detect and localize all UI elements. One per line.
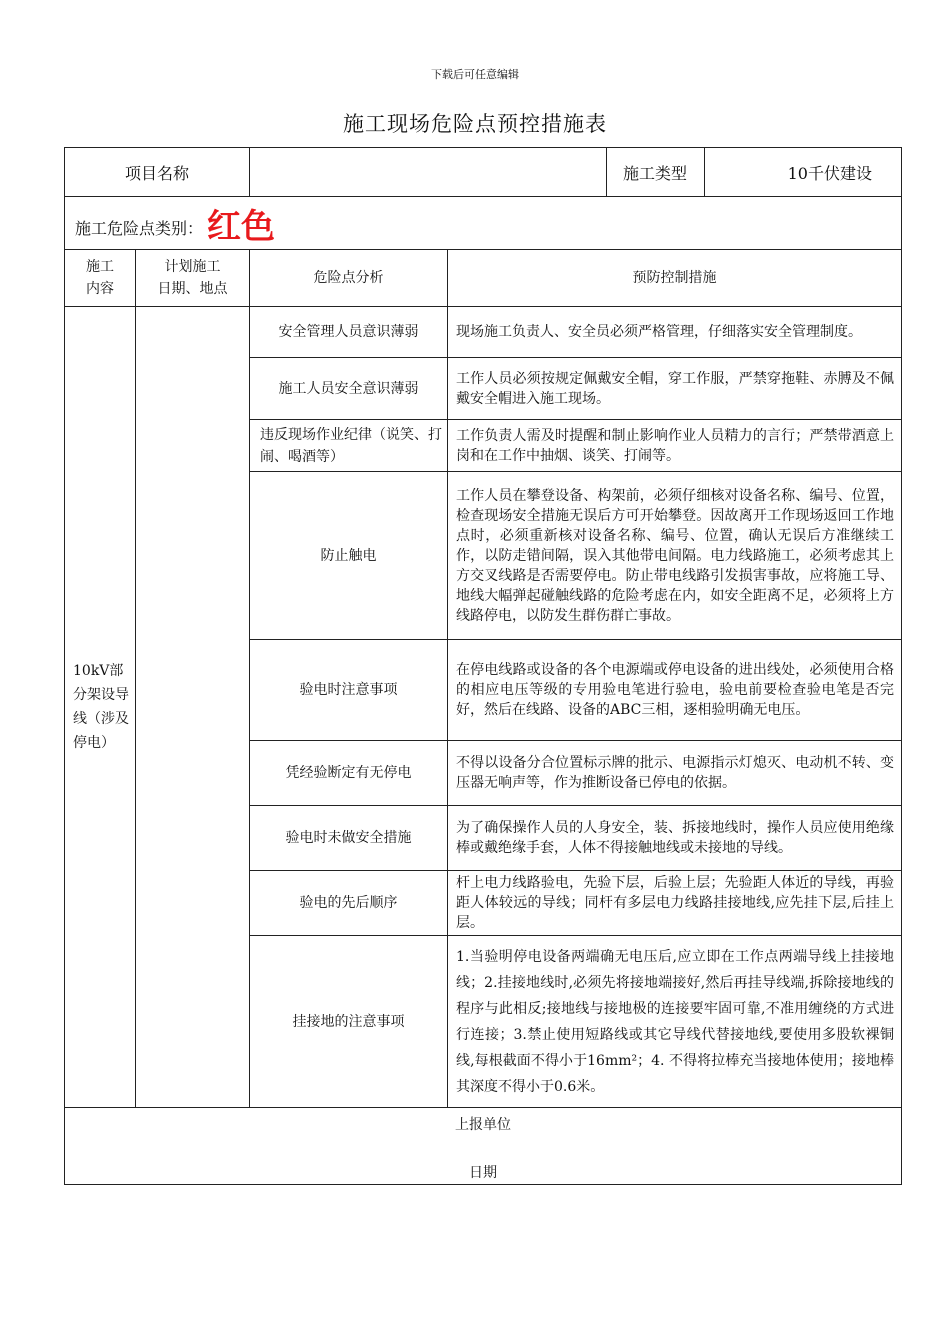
date-label: 日期 xyxy=(469,1165,497,1181)
measure-cell: 不得以设备分合位置标示牌的批示、电源指示灯熄灭、电动机不转、变压器无响声等，作为推断设备已停电的依据。 xyxy=(448,741,902,806)
footer-cell xyxy=(65,1108,902,1185)
measure-cell: 现场施工负责人、安全员必须严格管理，仔细落实安全管理制度。 xyxy=(448,307,902,358)
measure-cell: 工作人员在攀登设备、构架前，必须仔细核对设备名称、编号、位置，检查现场安全措施无误后方可开始攀登。因故离开工作现场返回工作地点时，必须重新核对设备名称、编号、位置，确认无误后方准继续工作，以防走错间隔，误入其他带电间隔。电力线路施工，必须考虑其上方交叉线路是否需要停电。防止带电线路引发损害事故，应将施工导、地线大幅弹起碰触线路的危险考虑在内，如安全距离不足，必须将上方线路停电，以防发生群伤群亡事故。 xyxy=(448,472,902,640)
danger-cell: 违反现场作业纪律（说笑、打闹、喝酒等） xyxy=(250,420,448,472)
construction-type-value: 10千伏建设 xyxy=(787,163,872,183)
danger-cell: 防止触电 xyxy=(250,472,448,640)
danger-cell: 验电的先后顺序 xyxy=(250,871,448,936)
col-header-measures: 预防控制措施 xyxy=(448,250,902,307)
plan-date-location-cell xyxy=(136,307,250,1108)
project-name-label: 项目名称 xyxy=(65,148,250,197)
category-cell xyxy=(65,197,902,250)
category-label: 施工危险点类别： xyxy=(75,218,204,238)
danger-cell: 挂接地的注意事项 xyxy=(250,936,448,1108)
measure-cell: 工作负责人需及时提醒和制止影响作业人员精力的言行；严禁带酒意上岗和在工作中抽烟、谈笑、打闹等。 xyxy=(448,420,902,472)
document-title: 施工现场危险点预控措施表 xyxy=(343,112,607,136)
construction-content-cell: 10kV部分架设导线（涉及停电） xyxy=(65,307,136,1108)
category-value: 红色 xyxy=(207,206,276,247)
measure-cell: 杆上电力线路验电，先验下层，后验上层；先验距人体近的导线，再验距人体较远的导线；同杆有多层电力线路挂接地线,应先挂下层,后挂上层。 xyxy=(448,871,902,936)
danger-cell: 安全管理人员意识薄弱 xyxy=(250,307,448,358)
category-row xyxy=(65,197,902,250)
project-name-value xyxy=(250,148,606,196)
measure-cell: 工作人员必须按规定佩戴安全帽，穿工作服，严禁穿拖鞋、赤膊及不佩戴安全帽进入施工现场。 xyxy=(448,358,902,420)
header-note: 下载后可任意编辑 xyxy=(431,68,519,81)
danger-cell: 验电时注意事项 xyxy=(250,640,448,741)
col-header-analysis: 危险点分析 xyxy=(250,250,448,307)
footer-row xyxy=(65,1108,902,1185)
project-info-right xyxy=(250,148,902,197)
table-row xyxy=(65,307,902,358)
col-header-plan: 计划施工 日期、地点 xyxy=(136,250,250,307)
measure-cell: 为了确保操作人员的人身安全，装、拆接地线时，操作人员应使用绝缘棒或戴绝缘手套，人体不得接触地线或未接地的导线。 xyxy=(448,806,902,871)
measure-cell: 1.当验明停电设备两端确无电压后,应立即在工作点两端导线上挂接地线；2.挂接地线时,必须先将接地端接好,然后再挂导线端,拆除接地线的程序与此相反;接地线与接地极的连接要牢固可靠,不准用缠绕的方式进行连接；3.禁止使用短路线或其它导线代替接地线,要使用多股软裸铜线,每根截面不得小于16mm²；4. 不得将拉棒充当接地体使用；接地棒其深度不得小于0.6米。 xyxy=(448,936,902,1108)
col-header-content: 施工 内容 xyxy=(65,250,136,307)
danger-cell: 验电时未做安全措施 xyxy=(250,806,448,871)
project-info-row xyxy=(65,148,902,197)
measure-cell: 在停电线路或设备的各个电源端或停电设备的进出线处，必须使用合格的相应电压等级的专用验电笔进行验电，验电前要检查验电笔是否完好，然后在线路、设备的ABC三相，逐相验明确无电压。 xyxy=(448,640,902,741)
danger-cell: 凭经验断定有无停电 xyxy=(250,741,448,806)
report-unit-label: 上报单位 xyxy=(455,1117,511,1133)
column-header-row xyxy=(65,250,902,307)
construction-type-label: 施工类型 xyxy=(606,148,704,196)
danger-cell: 施工人员安全意识薄弱 xyxy=(250,358,448,420)
hazard-control-table xyxy=(64,147,902,1185)
